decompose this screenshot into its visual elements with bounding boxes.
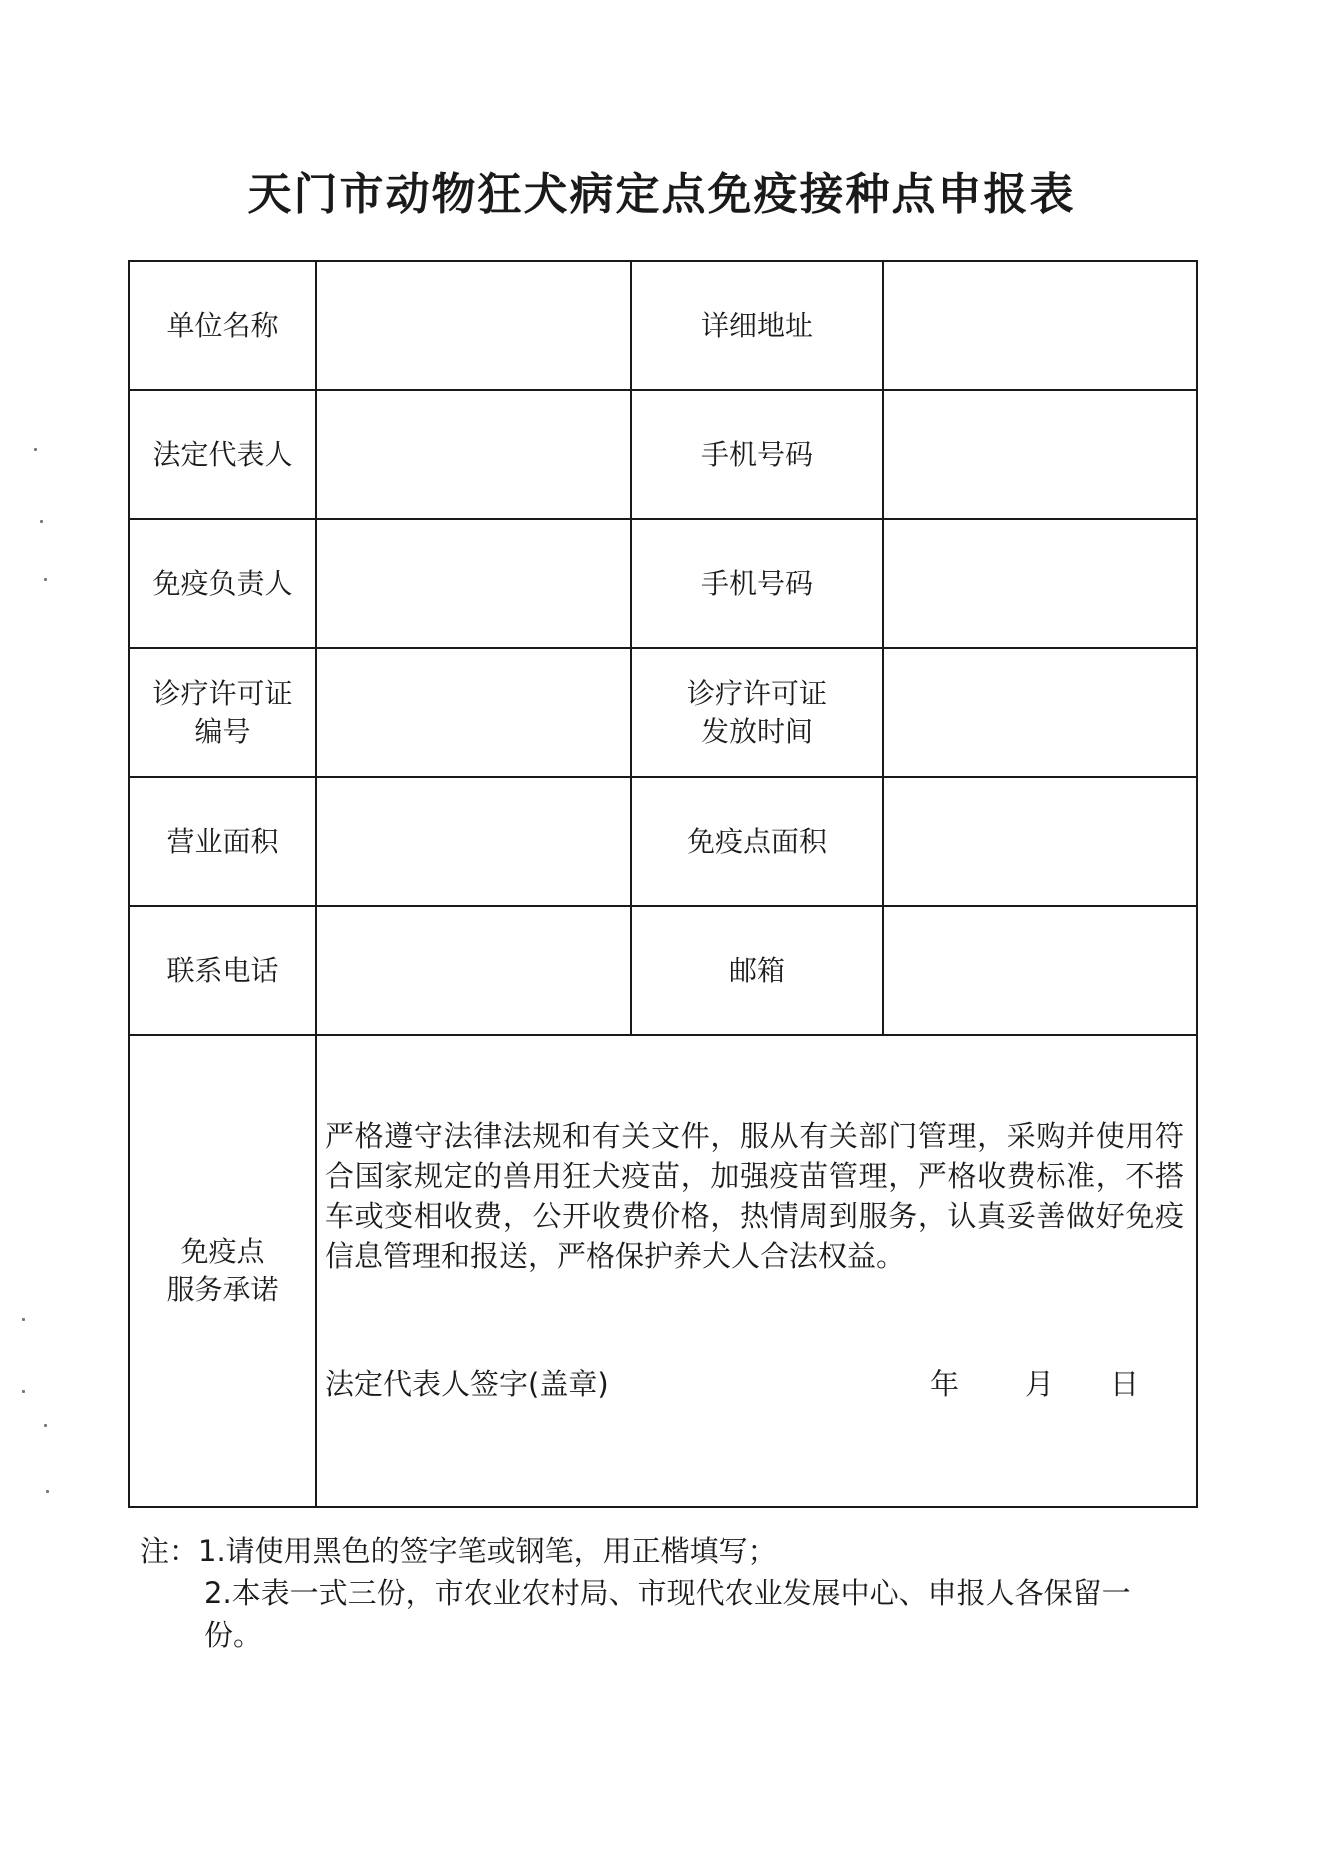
scan-speck — [22, 1318, 25, 1321]
scan-speck — [46, 1490, 49, 1493]
form-row-commitment — [129, 1035, 1197, 1507]
label-service-commitment: 免疫点 服务承诺 — [129, 1035, 316, 1507]
contact-phone-field[interactable] — [316, 906, 631, 1035]
label-email: 邮箱 — [631, 906, 883, 1035]
label-contact-phone: 联系电话 — [129, 906, 316, 1035]
form-row-area — [129, 777, 1197, 906]
label-legal-representative: 法定代表人 — [129, 390, 316, 519]
immunization-lead-field[interactable] — [316, 519, 631, 648]
label-legal-rep-phone: 手机号码 — [631, 390, 883, 519]
label-detailed-address: 详细地址 — [631, 261, 883, 390]
date-year-label: 年 — [930, 1367, 960, 1401]
scan-speck — [44, 1424, 47, 1427]
legal-rep-phone-field[interactable] — [883, 390, 1197, 519]
email-field[interactable] — [883, 906, 1197, 1035]
scan-speck — [44, 578, 47, 581]
page-title: 天门市动物狂犬病定点免疫接种点申报表 — [247, 169, 1076, 220]
label-business-area: 营业面积 — [129, 777, 316, 906]
label-immunization-point-area: 免疫点面积 — [631, 777, 883, 906]
form-row-contact — [129, 906, 1197, 1035]
label-license-issue-date: 诊疗许可证 发放时间 — [631, 648, 883, 777]
lead-phone-field[interactable] — [883, 519, 1197, 648]
signature-row — [325, 1364, 1166, 1404]
application-form-table — [128, 260, 1198, 1508]
scan-speck — [40, 520, 43, 523]
form-row-license — [129, 648, 1197, 777]
form-notes — [140, 1530, 1185, 1656]
legal-representative-field[interactable] — [316, 390, 631, 519]
form-row-legal-rep — [129, 390, 1197, 519]
note-line-2: 2.本表一式三份，市农业农村局、市现代农业发展中心、申报人各保留一份。 — [204, 1576, 1131, 1652]
label-lead-phone: 手机号码 — [631, 519, 883, 648]
scan-speck — [34, 448, 37, 451]
signature-label: 法定代表人签字(盖章) — [325, 1367, 609, 1401]
date-day-label: 日 — [1110, 1367, 1140, 1401]
note-line-1: 注：1.请使用黑色的签字笔或钢笔，用正楷填写； — [140, 1534, 777, 1568]
commitment-text: 严格遵守法律法规和有关文件，服从有关部门管理，采购并使用符合国家规定的兽用狂犬疫苗，加强疫苗管理，严格收费标准，不搭车或变相收费，公开收费价格，热情周到服务，认真妥善做好免疫信息管理和报送，严格保护养犬人合法权益。 — [325, 1119, 1184, 1273]
unit-name-field[interactable] — [316, 261, 631, 390]
license-number-field[interactable] — [316, 648, 631, 777]
immunization-point-area-field[interactable] — [883, 777, 1197, 906]
scan-speck — [22, 1390, 25, 1393]
label-immunization-lead: 免疫负责人 — [129, 519, 316, 648]
form-row-immunization-lead — [129, 519, 1197, 648]
label-unit-name: 单位名称 — [129, 261, 316, 390]
form-row-unit — [129, 261, 1197, 390]
license-issue-date-field[interactable] — [883, 648, 1197, 777]
label-license-number: 诊疗许可证 编号 — [129, 648, 316, 777]
commitment-cell — [316, 1035, 1197, 1507]
detailed-address-field[interactable] — [883, 261, 1197, 390]
business-area-field[interactable] — [316, 777, 631, 906]
date-month-label: 月 — [1025, 1367, 1055, 1401]
